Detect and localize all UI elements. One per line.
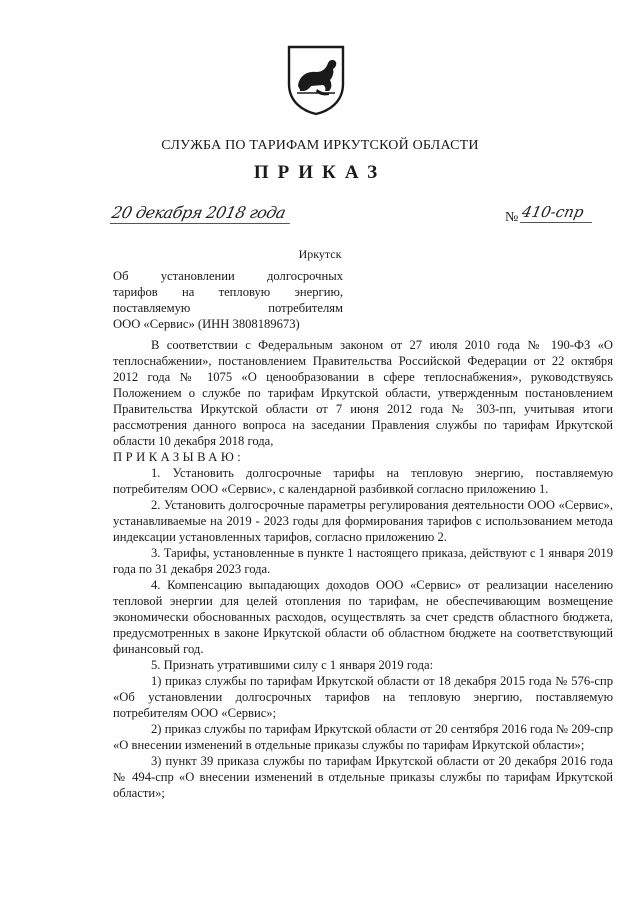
handwritten-number: 410-спр: [520, 203, 596, 223]
subject-line: Об установлении долгосрочных: [113, 269, 343, 283]
number-label: №: [505, 210, 519, 225]
order-item: 3. Тарифы, установленные в пункте 1 настоящего приказа, действуют с 1 января 2019 года по 31 декабря 2023 года.: [113, 546, 613, 576]
agency-name: СЛУЖБА ПО ТАРИФАМ ИРКУТСКОЙ ОБЛАСТИ: [161, 138, 479, 153]
order-item: 1. Установить долгосрочные тарифы на тепловую энергию, поставляемую потребителям ООО «Сервис», с календарной разбивкой согласно приложению 1.: [113, 466, 613, 496]
order-item: 5. Признать утратившими силу с 1 января 2019 года:: [151, 658, 434, 672]
order-subitem: 1) приказ службы по тарифам Иркутской области от 18 декабря 2015 года № 576-спр «Об установлении долгосрочных тарифов на тепловую энергию, поставляемую потребителям ООО «Сервис»;: [113, 674, 613, 720]
handwritten-date: 20 декабря 2018 года: [110, 203, 294, 224]
document-type-title: ПРИКАЗ: [253, 162, 387, 183]
subject-line: ООО «Сервис» (ИНН 3808189673): [113, 317, 300, 331]
order-body: [113, 337, 613, 801]
order-item: 2. Установить долгосрочные параметры регулирования деятельности ООО «Сервис», устанавливаемые на 2019 - 2023 годы для формирования тарифов с использованием метода индексации установленных тарифов, согласно приложению 2.: [113, 498, 613, 544]
order-subitem: 2) приказ службы по тарифам Иркутской области от 20 сентября 2016 года № 209-спр «О внесении изменений в отдельные приказы службы по тарифам Иркутской области»;: [113, 722, 613, 752]
order-subitem: 3) пункт 39 приказа службы по тарифам Иркутской области от 20 декабря 2016 года № 494-спр «О внесении изменений в отдельные приказы службы по тарифам Иркутской области»;: [113, 754, 613, 800]
subject-line: тарифов на тепловую энергию,: [113, 285, 343, 299]
decree-word: ПРИКАЗЫВАЮ:: [113, 450, 245, 464]
irkutsk-coat-of-arms-icon: [285, 44, 347, 116]
order-item: 4. Компенсацию выпадающих доходов ООО «Сервис» от реализации населению тепловой энергии для целей отопления по тарифам, не обеспечивающим возмещение экономически обоснованных расходов, осуществлять за счет средств областного бюджета, предусмотренных в законе Иркутской области об областном бюджете на соответствующий финансовый год.: [113, 578, 613, 656]
subject-line: поставляемую потребителям: [113, 301, 343, 315]
preamble-paragraph: В соответствии с Федеральным законом от 27 июля 2010 года № 190-ФЗ «О теплоснабжении», постановлением Правительства Российской Федерации от 22 октября 2012 года № 1075 «О ценообразовании в сфере теплоснабжения», руководствуясь Положением о службе по тарифам Иркутской области, утвержденным постановлением Правительства Иркутской области от 7 июня 2012 года № 303-пп, учитывая итоги рассмотрения данного вопроса на заседании Правления службы по тарифам Иркутской области 10 декабря 2018 года,: [113, 338, 613, 448]
order-subject: [113, 268, 343, 332]
city-name: Иркутск: [298, 247, 342, 261]
